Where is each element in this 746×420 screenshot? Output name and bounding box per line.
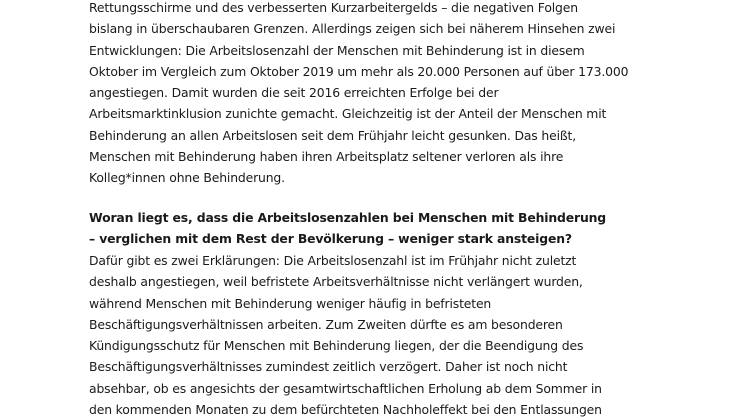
question-heading <box>89 207 689 250</box>
text-line: Behinderung an allen Arbeitslosen seit dem Frühjahr leicht gesunken. Das heißt, <box>89 127 577 143</box>
text-line: Beschäftigungsverhältnissen arbeiten. Zum Zweiten dürfte es am besonderen <box>89 316 563 332</box>
text-line: angestiegen. Damit wurden die seit 2016 erreichten Erfolge bei der <box>89 85 499 101</box>
text-line: den kommenden Monaten zu dem befürchteten Nachholeffekt bei den Entlassungen <box>89 402 602 418</box>
text-line: Kolleg*innen ohne Behinderung. <box>89 170 285 186</box>
paragraph-2 <box>89 250 689 420</box>
text-line: Beschäftigungsverhältnisses zumindest zeitlich verzögert. Daher ist noch nicht <box>89 359 568 375</box>
text-line: Rettungsschirme und des verbesserten Kurzarbeitergelds – die negativen Folgen <box>89 0 578 15</box>
text-line: Arbeitsmarktinklusion zunichte gemacht. Gleichzeitig ist der Anteil der Menschen mit <box>89 106 607 122</box>
paragraph-1 <box>89 0 689 189</box>
text-line: deshalb angestiegen, weil befristete Arbeitsverhältnisse nicht verlängert wurden, <box>89 274 583 290</box>
text-line: Oktober im Vergleich zum Oktober 2019 um mehr als 20.000 Personen auf über 173.000 <box>89 63 629 79</box>
text-line: während Menschen mit Behinderung weniger häufig in befristeten <box>89 295 492 311</box>
text-line: Dafür gibt es zwei Erklärungen: Die Arbeitslosenzahl ist im Frühjahr nicht zuletzt <box>89 253 577 268</box>
text-line: Menschen mit Behinderung haben ihren Arbeitsplatz seltener verloren als ihre <box>89 149 564 165</box>
heading-line: Woran liegt es, dass die Arbeitslosenzahlen bei Menschen mit Behinderung <box>89 210 607 225</box>
heading-line: – verglichen mit dem Rest der Bevölkerung – weniger stark ansteigen? <box>89 231 572 247</box>
text-line: absehbar, ob es angesichts der gesamtwirtschaftlichen Erholung ab dem Sommer in <box>89 380 602 396</box>
text-line: bislang in überschaubaren Grenzen. Allerdings zeigen sich bei näherem Hinsehen zwei <box>89 21 616 37</box>
text-line: Kündigungsschutz für Menschen mit Behinderung liegen, der die Beendigung des <box>89 338 584 354</box>
text-line: Entwicklungen: Die Arbeitslosenzahl der Menschen mit Behinderung ist in diesem <box>89 42 585 58</box>
